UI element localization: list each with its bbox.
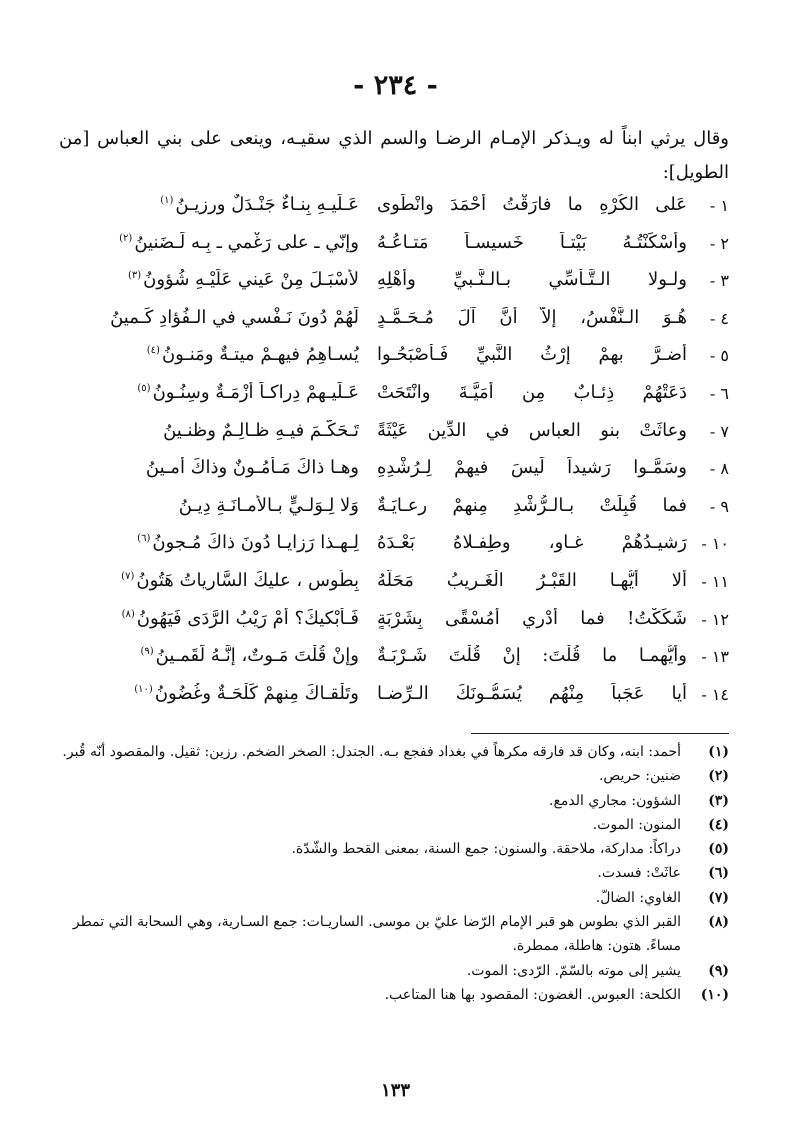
verse-line: [51, 495, 729, 533]
footnote: [59, 764, 729, 788]
verse-first-hemistich: وأَسْكَنْتُـهُ بَيْتـاً خَسيسـاً مَتـاعُـهُ: [377, 231, 687, 253]
footnote: [59, 886, 729, 910]
verse-number: ١٢ -: [701, 609, 729, 629]
verse-second-hemistich: [59, 495, 359, 516]
verse-second-hemistich: [59, 307, 359, 328]
verse-line: [51, 344, 729, 382]
verse-line: [51, 570, 729, 608]
footnote: [59, 789, 729, 813]
footnote-ref: (٢): [119, 232, 133, 244]
intro-paragraph: وقال يرثي ابناً له ويـذكر الإمـام الرضـا والسم الذي سقيـه، وينعى على بني العباس [من الطويل]:: [59, 128, 729, 183]
verse-line: [51, 194, 729, 232]
footnote-text: الكلحة: العبوس. الغضون: المقصود بها هنا المتاعب.: [384, 986, 681, 1003]
verse-second-text: لِـهـذا رَزايـا دُونَ ذاكَ مُـجونُ: [152, 532, 359, 554]
verse-number: ١٤ -: [701, 684, 729, 704]
verse-first-hemistich: فما قُبِلَتْ بـالـرُّشْدِ مِنهمْ رِعـايَـةٌ: [377, 494, 687, 516]
verse-second-text: وهـا ذاكَ مَـأْمُـونٌ وذاكَ أَمـينُ: [145, 457, 359, 479]
footnote-ref: (١٠): [134, 683, 153, 695]
verse-second-hemistich: [59, 570, 359, 591]
verse-second-text: وإِنْ قُلْتَ مَـوتٌ، إِنَّـهُ لَقَمـينُ: [155, 645, 359, 667]
verse-first-hemistich: هُـوَ الـنَّفْسُ، إِلاَّ أَنَّ آلَ مُـحَـمَّـدٍ: [377, 306, 687, 328]
footnote-text: دراكاً: مداركة، ملاحقة. والسنون: جمع السنة، بمعنى القحط والشّدّة.: [291, 841, 681, 858]
footnote: [59, 813, 729, 837]
verse-line: [51, 269, 729, 307]
footnote-number: (٦): [708, 865, 729, 882]
verse-line: [51, 608, 729, 646]
verse-line: [51, 532, 729, 570]
footnote-number: (٢): [708, 768, 729, 785]
verse-second-text: وتَلْقـاكَ مِنهمْ كَلْحَـةٌ وغُضُونُ: [154, 682, 359, 704]
verse-first-hemistich: دَعَتْهُمْ ذِئـابٌ مِن أُمَيَّـةَ وانْتَحَتْ: [377, 381, 687, 403]
verse-number: ٥ -: [709, 346, 729, 366]
verse-number: ١٠ -: [701, 534, 729, 554]
footnote-number: (٧): [708, 889, 729, 906]
verse-first-hemistich: عَلى الكُرْهِ ما فارَقْتُ أَحْمَدَ وانْطَوى: [377, 194, 687, 215]
poem: [51, 194, 729, 720]
verse-second-text: عَـلَيـهِمْ دِراكـاً أَزْمَـةٌ وسِنُـونُ: [152, 381, 359, 403]
verse-number: ٣ -: [709, 271, 729, 291]
footnote-separator: [471, 733, 729, 734]
footnote-text: ضنين: حريص.: [598, 768, 681, 785]
verse-second-text: بِطُوسٍ ، عليكَ السَّارياتُ هَتُونُ: [136, 569, 359, 591]
verse-first-hemistich: ولـولا الـتَّـأَسِّي بـالـنَّـبيِّ وأَهْلِهِ: [377, 269, 687, 291]
footnote-number: (٥): [708, 841, 729, 858]
verse-number: ٤ -: [709, 308, 729, 328]
verse-line: [51, 420, 729, 458]
verse-second-hemistich: [59, 382, 359, 403]
verse-first-hemistich: أَيا عَجَباً مِنْهُم يُسَمُّـونَكَ الـرِّضـا: [377, 682, 687, 704]
verse-second-text: وإِنّي ـ على رَغْمي ـ بِـه لَـضَنينُ: [134, 231, 359, 253]
verse-first-hemistich: شَكَكْتُ! فما أَدْري أَمُسْقًى بِشَرْبَةٍ: [377, 607, 687, 629]
footnote: [59, 910, 729, 959]
footnote-text: القبر الذي بطوس هو قبر الإمام الرّضا عليّ بن موسى. الساريـات: جمع السـارية، وهي السحابة التي تمطر مساءً. هتون: هاطلة، ممطرة.: [72, 914, 681, 955]
verse-second-hemistich: [59, 645, 359, 666]
verse-number: ٦ -: [709, 383, 729, 403]
footnote-ref: (٥): [137, 382, 151, 394]
verse-second-text: لَهُمْ دُونَ نَـفْسي في الـفُؤادِ كَـمينُ: [110, 306, 359, 328]
verse-line: [51, 645, 729, 683]
footnote-ref: (٣): [127, 270, 142, 282]
verse-number: ٨ -: [709, 459, 729, 479]
verse-number: ٩ -: [709, 496, 729, 516]
page-folio: ١٣٣: [380, 1080, 410, 1101]
footnote-text: يشير إلى موته بالسّمّ. الرّدى: الموت.: [466, 962, 681, 979]
footnote: [59, 837, 729, 861]
verse-first-hemistich: وعاثَتْ بنو العباسِ في الدِّينِ عَيْثَةً: [377, 419, 687, 441]
footnote-text: الشؤون: مجاري الدمع.: [549, 792, 681, 809]
verse-number: ١٣ -: [701, 647, 729, 667]
footnote: [59, 983, 729, 1007]
verse-first-hemistich: وسَمَّـوا رَشيداً لَيسَ فيهِمْ لِـرُشْدِهِ: [377, 457, 687, 479]
footnote: [59, 740, 729, 764]
footnote-number: (٩): [708, 962, 729, 979]
footnotes: [59, 740, 729, 1007]
verse-first-hemistich: أَضـرَّ بهمْ إِرْثُ النَّبيِّ فَـأَصْبَحُـوا: [377, 344, 687, 366]
footnote-ref: (٧): [121, 570, 135, 582]
verse-first-hemistich: وأَيُّهمـا ما قُلْتَ: إِنْ قُلْتَ شَـرْبَـةٌ: [377, 645, 687, 667]
verse-second-hemistich: [59, 532, 359, 553]
footnote-ref: (٦): [137, 533, 151, 545]
footnote-number: (٣): [708, 792, 729, 809]
verse-line: [51, 382, 729, 420]
footnote-text: عاثَتْ: فسدت.: [597, 865, 681, 882]
footnote-ref: (٩): [140, 646, 154, 658]
footnote: [59, 959, 729, 983]
verse-first-hemistich: أَلا أَيُّهـا القَبْـرُ الْغَـريبُ مَحَلُّهُ: [377, 569, 687, 591]
verse-second-text: لأَسْبَـلَ مِنْ عَيني عَلَيْـهِ شُؤونُ: [143, 269, 359, 291]
footnote-ref: (٨): [121, 608, 135, 620]
verse-second-text: تَـحَكَّـمَ فيـهِ ظـالِـمٌ وظنـينُ: [163, 419, 359, 441]
verse-second-hemistich: [59, 269, 359, 290]
verse-second-text: يُسـاهِمُ فيهِـمْ ميتـةٌ ومَنـونُ: [161, 344, 359, 366]
verse-second-hemistich: [59, 683, 359, 704]
footnote-text: أحمد: ابنه، وكان قد فارقه مكرهاً في بغداد ففجع بـه. الجندل: الصخر الضخم. رزين: ثقيل. والمقصود أنّه قُبر.: [62, 744, 681, 760]
verse-number: ٧ -: [709, 421, 729, 441]
verse-second-hemistich: [59, 608, 359, 629]
verse-second-hemistich: [59, 457, 359, 478]
verse-second-text: فَـأَبْكيكَ؟ أَمْ رَيْبُ الرَّدَى فَيَهُونُ: [136, 607, 359, 629]
verse-second-hemistich: [59, 194, 359, 215]
verse-number: ٢ -: [709, 233, 729, 253]
footnote-ref: (٤): [146, 345, 160, 357]
footnote-text: المنون: الموت.: [592, 816, 681, 833]
verse-line: [51, 232, 729, 270]
footnote-text: الغاوي: الضالّ.: [595, 889, 681, 906]
verse-line: [51, 683, 729, 721]
verse-line: [51, 307, 729, 345]
verse-second-text: وَلا لِـوَلـيٍّ بـالأَمـانَـةِ دِيـنُ: [178, 494, 359, 516]
footnote-number: (١٠): [700, 986, 729, 1003]
verse-first-hemistich: رَشيـدُهُمْ غـاوٍ، وطِفـلاهُ بَعْـدَهُ: [377, 532, 687, 554]
verse-second-hemistich: [59, 232, 359, 253]
page-number-header: - ٢٣٤ -: [353, 70, 438, 101]
footnote-number: (٤): [708, 816, 729, 833]
verse-second-hemistich: [59, 420, 359, 441]
verse-line: [51, 457, 729, 495]
footnote-number: (١): [708, 744, 729, 760]
verse-second-hemistich: [59, 344, 359, 365]
footnote-ref: (١): [160, 195, 174, 206]
verse-number: ١١ -: [701, 571, 729, 591]
verse-second-text: عَـلَيـهِ بِنـاءٌ جَنْـدَلٌ ورزيـنُ: [175, 194, 359, 215]
verse-number: ١ -: [709, 196, 729, 215]
footnote-number: (٨): [708, 914, 729, 931]
footnote: [59, 861, 729, 885]
